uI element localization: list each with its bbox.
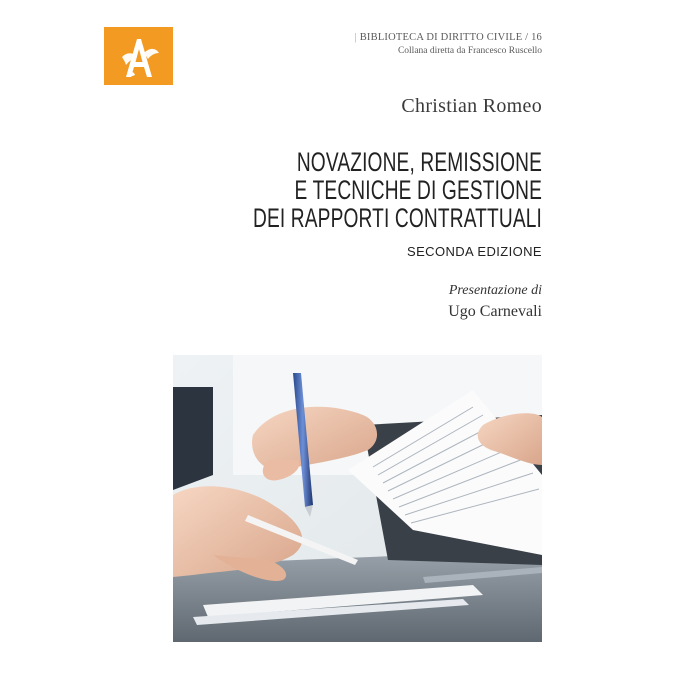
cover-photo	[173, 355, 542, 642]
book-title	[230, 148, 542, 232]
series-number: 16	[531, 32, 542, 43]
title-line-1: NOVAZIONE, REMISSIONE	[296, 147, 542, 177]
series-title-line	[354, 32, 542, 43]
presenter-name: Ugo Carnevali	[448, 303, 542, 320]
series-name: BIBLIOTECA DI DIRITTO CIVILE	[359, 32, 523, 43]
author-name: Christian Romeo	[401, 95, 542, 117]
series-info	[354, 32, 542, 56]
aracne-pegasus-logo-icon	[104, 27, 173, 85]
hands-signing-contract-photo	[173, 355, 542, 642]
presentation-block	[448, 283, 542, 321]
title-line-3: DEI RAPPORTI CONTRATTUALI	[253, 203, 542, 233]
series-director: Collana diretta da Francesco Ruscello	[397, 46, 542, 56]
series-separator: /	[525, 32, 529, 43]
edition-label: SECONDA EDIZIONE	[407, 244, 542, 259]
series-bar-icon: |	[354, 32, 357, 43]
title-line-2: E TECNICHE DI GESTIONE	[294, 175, 542, 205]
publisher-logo	[104, 27, 173, 85]
presentation-label: Presentazione di	[448, 283, 542, 298]
